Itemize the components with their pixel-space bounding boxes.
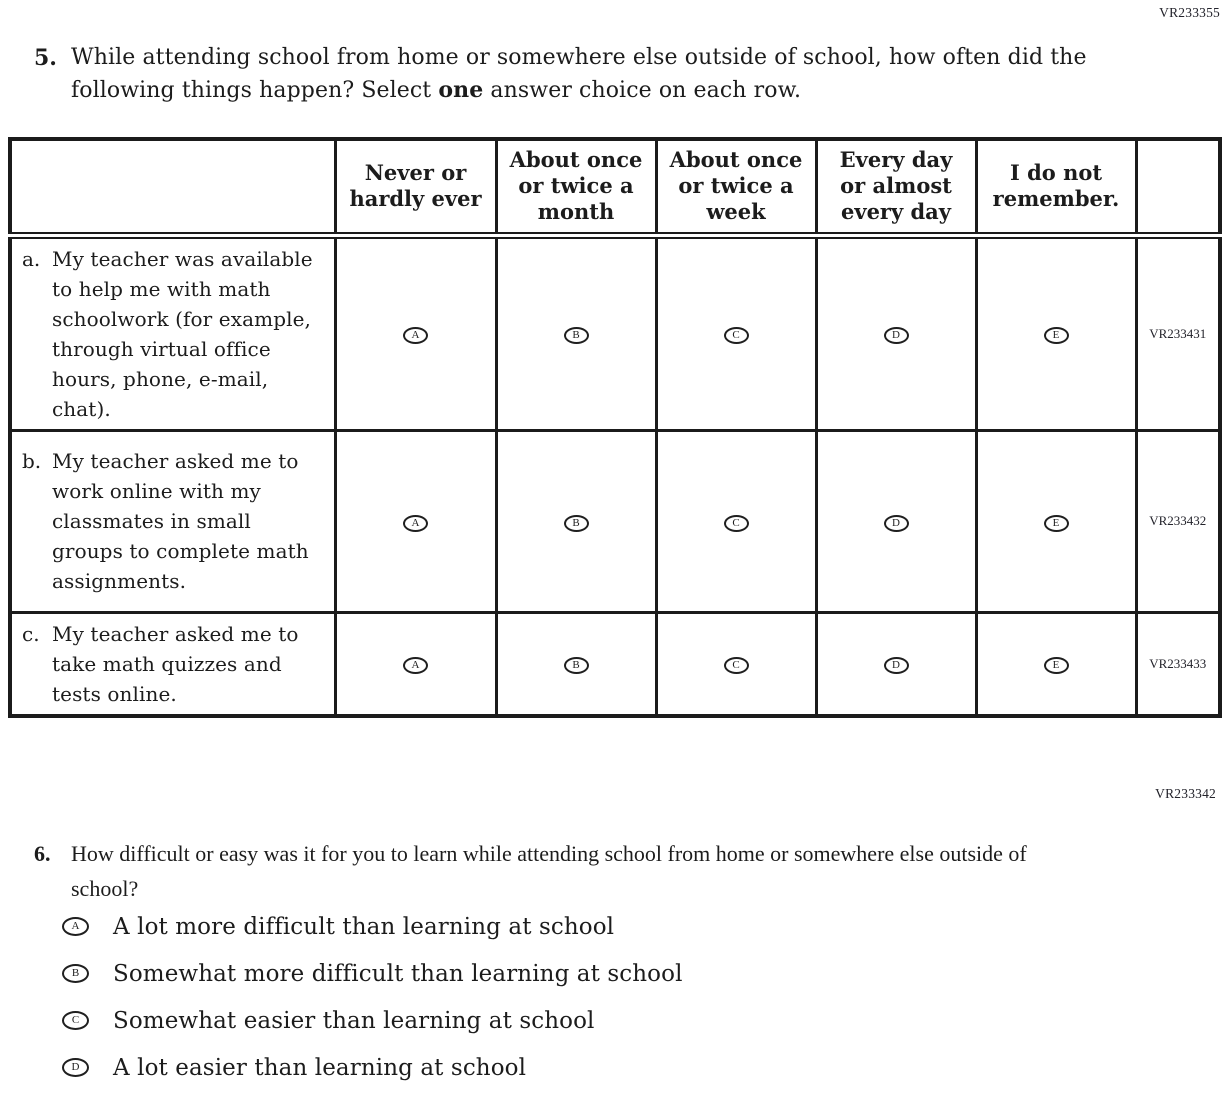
row-b-cell-d: [816, 430, 976, 612]
matrix-row-c: [10, 612, 1220, 716]
question-6-bubble-c[interactable]: C: [62, 1011, 89, 1030]
matrix-row-a: [10, 235, 1220, 430]
row-a-bubble-d[interactable]: D: [884, 327, 909, 344]
row-a-cell-e: [976, 235, 1136, 430]
matrix-row-b: [10, 430, 1220, 612]
row-c-cell-e: [976, 612, 1136, 716]
row-b-cell-b: [496, 430, 656, 612]
question-6-option-a: [62, 913, 683, 940]
matrix-stub-cell: [10, 139, 335, 235]
question-6-bubble-d[interactable]: D: [62, 1058, 89, 1077]
question-5-matrix-table: [8, 137, 1222, 718]
column-header-once-twice-week: About once or twice a week: [656, 139, 816, 235]
matrix-header-row: [10, 139, 1220, 235]
row-c-bubble-b[interactable]: B: [564, 657, 589, 674]
row-c-text: My teacher asked me to take math quizzes and tests online.: [52, 621, 299, 706]
row-c-bubble-a[interactable]: A: [403, 657, 428, 674]
row-b-cell-a: [335, 430, 496, 612]
question-6-option-b-label: Somewhat more difficult than learning at school: [113, 960, 683, 987]
question-6-option-b: [62, 960, 683, 987]
row-c-cell-a: [335, 612, 496, 716]
row-b-bubble-b[interactable]: B: [564, 515, 589, 532]
row-c-letter: c.: [22, 621, 40, 646]
question-6-bubble-b[interactable]: B: [62, 964, 89, 983]
row-b-letter: b.: [22, 449, 42, 473]
row-b-bubble-d[interactable]: D: [884, 515, 909, 532]
row-c-bubble-d[interactable]: D: [884, 657, 909, 674]
row-b-cell-e: [976, 430, 1136, 612]
row-b-cell-c: [656, 430, 816, 612]
row-a-bubble-c[interactable]: C: [724, 327, 749, 344]
question-6: [34, 836, 1114, 906]
row-b-bubble-c[interactable]: C: [724, 515, 749, 532]
question-6-option-a-label: A lot more difficult than learning at school: [113, 913, 615, 940]
question-6-option-c: [62, 1007, 683, 1034]
row-b-bubble-a[interactable]: A: [403, 515, 428, 532]
question-6-bubble-a[interactable]: A: [62, 917, 89, 936]
question-5-number: 5.: [34, 45, 57, 71]
row-c-code: VR233433: [1136, 612, 1220, 716]
row-a-cell-d: [816, 235, 976, 430]
row-c-cell-d: [816, 612, 976, 716]
row-b-statement: [10, 430, 335, 612]
row-c-bubble-c[interactable]: C: [724, 657, 749, 674]
row-a-statement: [10, 235, 335, 430]
matrix-code-column-header: [1136, 139, 1220, 235]
row-a-cell-b: [496, 235, 656, 430]
row-a-cell-c: [656, 235, 816, 430]
question-5: [34, 42, 1134, 107]
row-c-cell-c: [656, 612, 816, 716]
question-5-prompt-bold: one: [438, 77, 484, 103]
form-code-mid: VR233342: [1155, 786, 1216, 801]
row-b-code: VR233432: [1136, 430, 1220, 612]
row-b-bubble-e[interactable]: E: [1044, 515, 1069, 532]
row-c-bubble-e[interactable]: E: [1044, 657, 1069, 674]
question-6-prompt: How difficult or easy was it for you to learn while attending school from home or somewhere else outside of school?: [71, 841, 1027, 901]
row-c-cell-b: [496, 612, 656, 716]
question-6-number: 6.: [34, 841, 51, 866]
row-b-text: My teacher asked me to work online with my classmates in small groups to complete math assignments.: [52, 449, 309, 593]
row-a-bubble-e[interactable]: E: [1044, 327, 1069, 344]
form-code-top: VR233355: [1159, 5, 1220, 20]
question-6-option-d: [62, 1054, 683, 1081]
row-a-bubble-a[interactable]: A: [403, 327, 428, 344]
column-header-once-twice-month: About once or twice a month: [496, 139, 656, 235]
row-a-bubble-b[interactable]: B: [564, 327, 589, 344]
question-6-options: [62, 913, 683, 1101]
question-5-prompt-tail: answer choice on each row.: [483, 78, 802, 103]
column-header-every-day: Every day or almost every day: [816, 139, 976, 235]
column-header-do-not-remember: I do not remember.: [976, 139, 1136, 235]
row-c-statement: [10, 612, 335, 716]
question-5-prompt: [71, 42, 1091, 107]
row-a-letter: a.: [22, 246, 41, 271]
question-5-prompt-text: While attending school from home or somewhere else outside of school, how often did the following things happen? Select: [71, 45, 1087, 103]
row-a-code: VR233431: [1136, 235, 1220, 430]
question-6-option-d-label: A lot easier than learning at school: [113, 1054, 527, 1081]
question-6-option-c-label: Somewhat easier than learning at school: [113, 1007, 595, 1034]
row-a-text: My teacher was available to help me with math schoolwork (for example, through virtual office hours, phone, e-mail, chat).: [52, 246, 313, 421]
column-header-never-or-hardly-ever: Never or hardly ever: [335, 139, 496, 235]
row-a-cell-a: [335, 235, 496, 430]
